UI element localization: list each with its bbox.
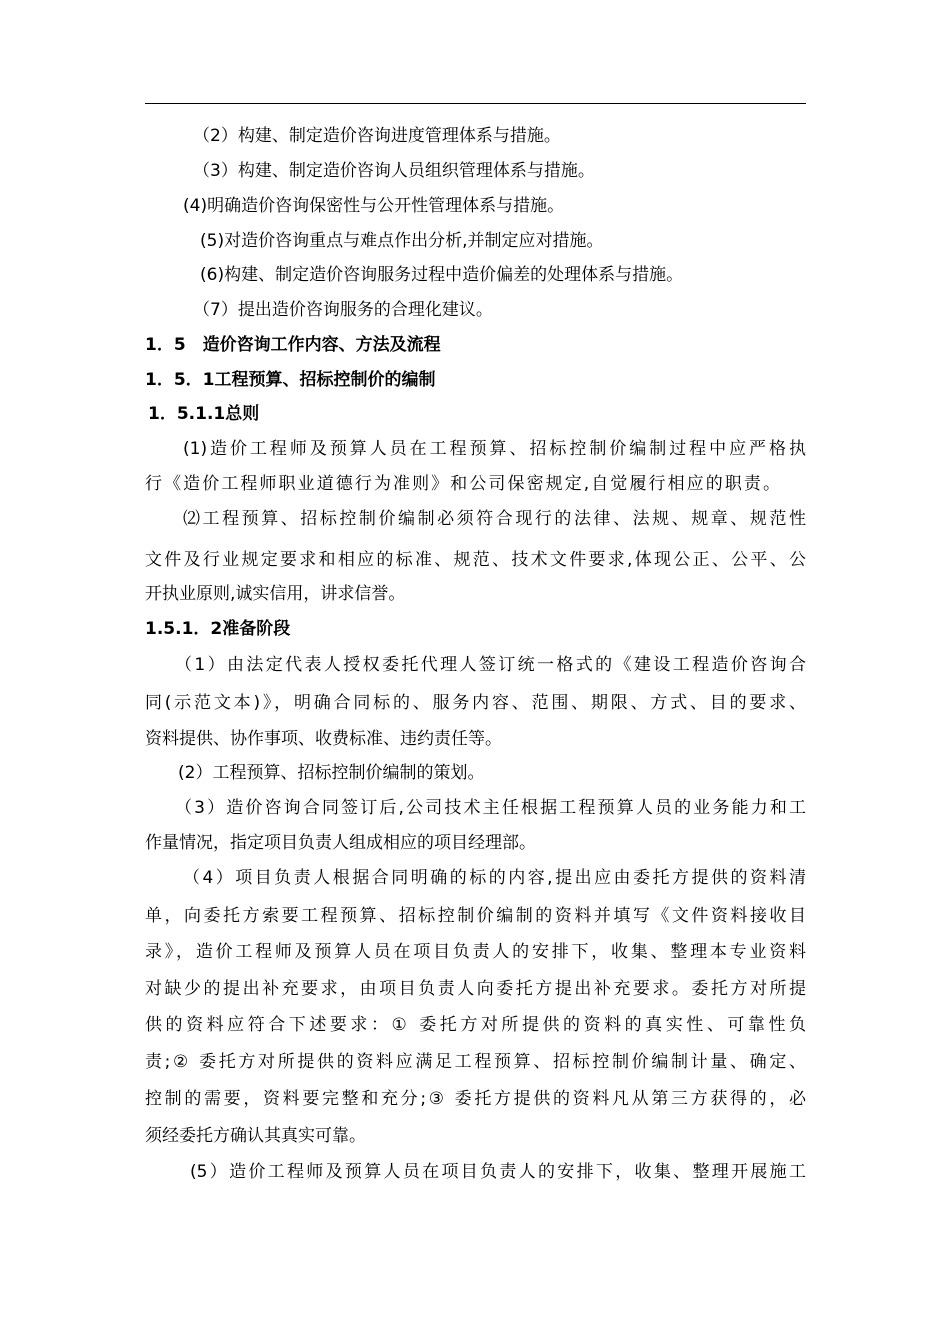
paragraph-line: (5）造价工程师及预算人员在项目负责人的安排下，收集、整理开展施工 bbox=[190, 1162, 806, 1182]
section-heading-1-5-1: 1．5．1工程预算、招标控制价的编制 bbox=[145, 370, 436, 390]
paragraph-line: 供的资料应符合下述要求：① 委托方对所提供的资料的真实性、可靠性负 bbox=[145, 1015, 806, 1035]
paragraph-line: 控制的需要，资料要完整和充分;③ 委托方提供的资料凡从第三方获得的，必 bbox=[145, 1089, 806, 1109]
paragraph-line: （3）造价咨询合同签订后,公司技术主任根据工程预算人员的业务能力和工 bbox=[175, 798, 806, 818]
paragraph-line: 行《造价工程师职业道德行为准则》和公司保密规定,自觉履行相应的职责。 bbox=[145, 474, 780, 494]
list-item-5: (5)对造价咨询重点与难点作出分析,并制定应对措施。 bbox=[200, 231, 604, 251]
paragraph-line: 同(示范文本)》，明确合同标的、服务内容、范围、期限、方式、目的要求、 bbox=[145, 693, 806, 713]
paragraph-line: 开执业原则,诚实信用，讲求信誉。 bbox=[145, 584, 406, 604]
paragraph-line: ⑵工程预算、招标控制价编制必须符合现行的法律、法规、规章、规范性 bbox=[183, 509, 806, 529]
list-item-4: (4)明确造价咨询保密性与公开性管理体系与措施。 bbox=[183, 196, 565, 216]
paragraph-line: 单，向委托方索要工程预算、招标控制价编制的资料并填写《文件资料接收目 bbox=[145, 906, 806, 926]
list-item-6: (6)构建、制定造价咨询服务过程中造价偏差的处理体系与措施。 bbox=[200, 265, 684, 285]
paragraph-line: 责;② 委托方对所提供的资料应满足工程预算、招标控制价编制计量、确定、 bbox=[145, 1052, 806, 1072]
section-heading-1-5-1-1: 1．5.1.1总则 bbox=[148, 404, 260, 424]
paragraph-line: （4）项目负责人根据合同明确的标的内容,提出应由委托方提供的资料清 bbox=[183, 868, 806, 888]
section-heading-1-5: 1．5 造价咨询工作内容、方法及流程 bbox=[145, 335, 441, 355]
section-heading-1-5-1-2: 1.5.1．2准备阶段 bbox=[145, 619, 291, 639]
paragraph-line: 资料提供、协作事项、收费标准、违约责任等。 bbox=[145, 729, 502, 749]
paragraph-line: (2）工程预算、招标控制价编制的策划。 bbox=[178, 763, 485, 783]
paragraph-line: 须经委托方确认其真实可靠。 bbox=[145, 1126, 366, 1146]
paragraph-line: （1）由法定代表人授权委托代理人签订统一格式的《建设工程造价咨询合 bbox=[175, 655, 806, 675]
paragraph-line: 录》，造价工程师及预算人员在项目负责人的安排下，收集、整理本专业资料 bbox=[145, 942, 806, 962]
paragraph-line: 对缺少的提出补充要求，由项目负责人向委托方提出补充要求。委托方对所提 bbox=[145, 979, 806, 999]
paragraph-line: 文件及行业规定要求和相应的标准、规范、技术文件要求,体现公正、公平、公 bbox=[145, 550, 806, 570]
list-item-7: （7）提出造价咨询服务的合理化建议。 bbox=[193, 300, 493, 320]
list-item-3: （3）构建、制定造价咨询人员组织管理体系与措施。 bbox=[193, 161, 595, 181]
paragraph-line: (1)造价工程师及预算人员在工程预算、招标控制价编制过程中应严格执 bbox=[183, 439, 806, 459]
header-rule bbox=[145, 103, 806, 104]
list-item-2: （2）构建、制定造价咨询进度管理体系与措施。 bbox=[193, 126, 561, 146]
paragraph-line: 作量情况，指定项目负责人组成相应的项目经理部。 bbox=[145, 833, 536, 853]
